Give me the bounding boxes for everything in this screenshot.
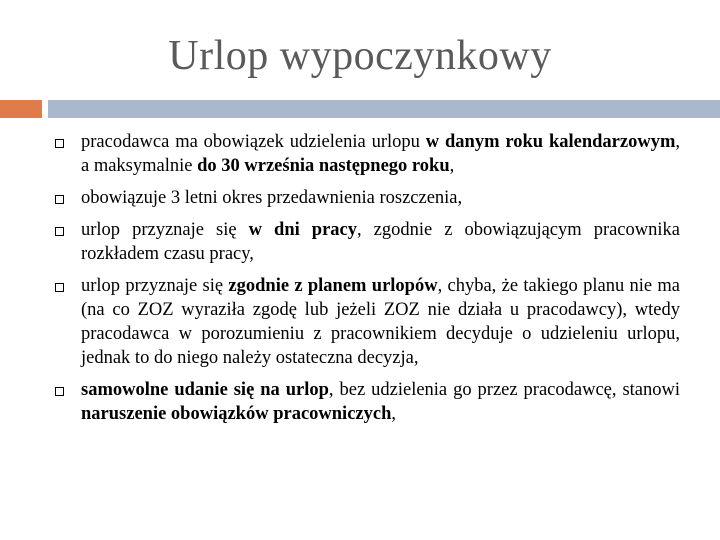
title-accent-bar-blue: [48, 100, 720, 118]
title-accent-bar-orange: [0, 100, 42, 118]
bullet-item: [0, 130, 720, 178]
bullet-text: [81, 380, 680, 424]
bullet-text-bold-segment: naruszenie obowiązków pracowniczych: [81, 404, 392, 424]
bullet-text-segment: urlop przyznaje się: [81, 220, 249, 240]
bullet-text-bold-segment: zgodnie z planem urlopów: [228, 276, 438, 296]
bullet-text-segment: , zgodnie z obowiązującym pracownika rozkładem czasu pracy,: [81, 220, 680, 264]
bullet-text: [81, 276, 680, 368]
hollow-square-bullet-icon: [55, 139, 64, 148]
bullet-item: [0, 378, 720, 426]
bullet-text-segment: ,: [449, 156, 455, 176]
bullet-text-segment: obowiązuje 3 letni okres przedawnienia roszczenia,: [81, 188, 463, 208]
bullet-list: [0, 130, 720, 434]
bullet-text-segment: ,: [391, 404, 396, 424]
bullet-item: [0, 218, 720, 266]
slide-title: Urlop wypoczynkowy: [168, 33, 552, 79]
bullet-text-segment: , a maksymalnie: [81, 132, 680, 176]
bullet-text-segment: , bez udzielenia go przez pracodawcę, stanowi: [328, 380, 680, 400]
bullet-text-segment: , chyba, że takiego planu nie ma (na co ZOZ wyraziła zgodę lub jeżeli ZOZ nie działa u pracodawcy), wtedy pracodawca w porozumieniu z pracownikiem decyduje o udzieleniu urlopu, jednak to do niego należy ostateczna decyzja,: [81, 276, 681, 368]
bullet-text-segment: pracodawca ma obowiązek udzielenia urlopu: [81, 132, 426, 152]
bullet-item: [0, 274, 720, 370]
bullet-item: [0, 186, 720, 210]
bullet-text-bold-segment: w dni pracy: [248, 220, 357, 240]
hollow-square-bullet-icon: [55, 195, 64, 204]
bullet-text-bold-segment: w danym roku kalendarzowym: [425, 132, 676, 152]
bullet-text: [81, 220, 680, 264]
hollow-square-bullet-icon: [55, 227, 64, 236]
bullet-text: [81, 188, 462, 208]
bullet-text-segment: urlop przyznaje się: [81, 276, 229, 296]
bullet-text-bold-segment: samowolne udanie się na urlop: [81, 380, 329, 400]
hollow-square-bullet-icon: [55, 283, 64, 292]
bullet-text-bold-segment: do 30 września następnego roku: [197, 156, 450, 176]
bullet-text: [81, 132, 680, 176]
hollow-square-bullet-icon: [55, 387, 64, 396]
